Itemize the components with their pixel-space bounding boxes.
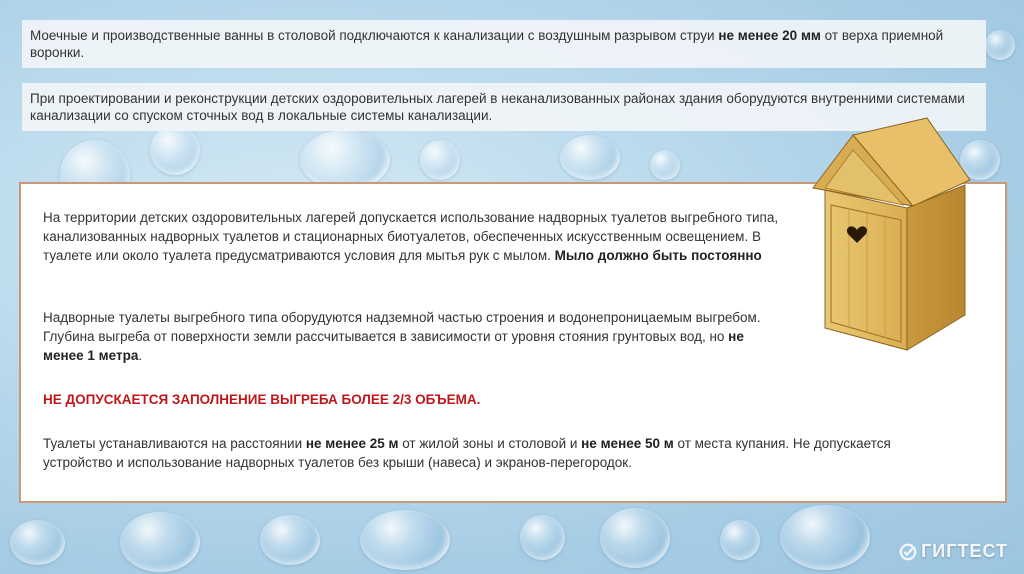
gigtest-logo <box>899 541 1008 562</box>
paragraph-distance: Туалеты устанавливаются на расстоянии не менее 25 м от жилой зоны и столовой и не менее 50 м от места купания. Не допускается устройство и использование надворных туалетов без крыши (навеса) и экранов-перегородок. <box>43 436 891 470</box>
info-text-2: При проектировании и реконструкции детских оздоровительных лагерей в неканализованных районах здания оборудуются внутренними системами канализации со спуском сточных вод в локальные системы канализации. <box>30 91 965 123</box>
wooden-outhouse-icon <box>795 110 985 355</box>
warning-text: НЕ ДОПУСКАЕТСЯ ЗАПОЛНЕНИЕ ВЫГРЕБА БОЛЕЕ 2/3 ОБЪЕМА. <box>43 392 481 407</box>
paragraph-toilets-allowed: На территории детских оздоровительных лагерей допускается использование надворных туалетов выгребного типа, канализованных надворных туалетов и стационарных биотуалетов, обеспеченных искусственным освещением. В туалете или около туалета предусматриваются условия для мытья рук с мылом. Мыло должно быть постоянно <box>43 210 779 263</box>
logo-text: ГИГТЕСТ <box>921 541 1008 561</box>
check-circle-icon <box>899 543 917 561</box>
info-panel-1 <box>22 20 986 68</box>
paragraph-toilet-construction: Надворные туалеты выгребного типа оборудуются надземной частью строения и водонепроницаемым выгребом. Глубина выгреба от поверхности земли рассчитывается в зависимости от уровня стояния грунтовых вод, но не менее 1 метра. <box>43 310 761 363</box>
info-text-1: Моечные и производственные ванны в столовой подключаются к канализации с воздушным разрывом струи не менее 20 мм от верха приемной воронки. <box>30 28 944 60</box>
